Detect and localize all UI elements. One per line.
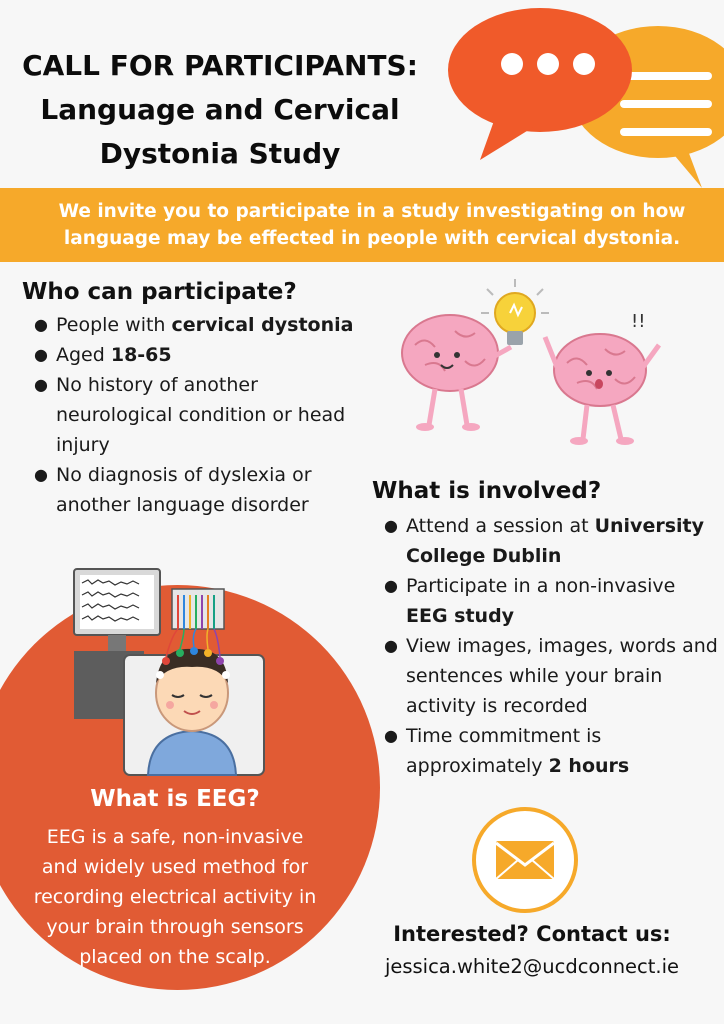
list-item: ● View images, images, words and sentences while your brain activity is recorded: [376, 631, 721, 721]
bullet-icon: ●: [384, 576, 398, 595]
page-title: [0, 44, 440, 176]
eeg-line: placed on the scalp.: [79, 946, 271, 968]
who-heading: Who can participate?: [22, 279, 297, 305]
bullet-icon: ●: [34, 375, 48, 394]
eeg-patient-illustration: [68, 565, 268, 785]
eeg-line: EEG is a safe, non-invasive: [46, 826, 304, 848]
list-item: ● People with cervical dystonia: [26, 310, 356, 340]
brain-characters-illustration: [395, 275, 685, 460]
contact-heading: Interested? Contact us:: [393, 922, 671, 946]
bullet-icon: ●: [34, 465, 48, 484]
list-item: ● No diagnosis of dyslexia or another language disorder: [26, 460, 356, 520]
eeg-heading: What is EEG?: [90, 786, 260, 812]
bullet-icon: ●: [384, 636, 398, 655]
intro-banner: [0, 188, 724, 262]
svg-text:!!: !!: [631, 311, 646, 332]
envelope-icon: [470, 805, 580, 915]
list-item: ● No history of another neurological condition or head injury: [26, 370, 356, 460]
list-item: ● Aged 18-65: [26, 340, 356, 370]
banner-line-2: language may be effected in people with cervical dystonia.: [63, 228, 681, 249]
involvement-list: [376, 511, 721, 781]
title-line-3: Dystonia Study: [99, 137, 341, 170]
eeg-line: and widely used method for: [41, 856, 309, 878]
eeg-line: your brain through sensors: [46, 916, 304, 938]
bullet-icon: ●: [34, 315, 48, 334]
list-item: ● Participate in a non-invasive EEG study: [376, 571, 721, 631]
speech-bubble-icon: [440, 0, 724, 200]
list-item: ● Attend a session at University College Dublin: [376, 511, 721, 571]
list-item: ● Time commitment is approximately 2 hours: [376, 721, 721, 781]
bullet-icon: ●: [384, 516, 398, 535]
bullet-icon: ●: [34, 345, 48, 364]
involved-heading: What is involved?: [372, 478, 602, 504]
contact-email-link[interactable]: jessica.white2@ucdconnect.ie: [384, 955, 680, 978]
eeg-description: [0, 822, 350, 972]
bullet-icon: ●: [384, 726, 398, 745]
title-line-2: Language and Cervical: [40, 93, 400, 126]
banner-line-1: We invite you to participate in a study investigating on how: [58, 201, 686, 222]
title-line-1: CALL FOR PARTICIPANTS:: [22, 49, 418, 82]
eligibility-list: [26, 310, 356, 520]
eeg-line: recording electrical activity in: [33, 886, 317, 908]
